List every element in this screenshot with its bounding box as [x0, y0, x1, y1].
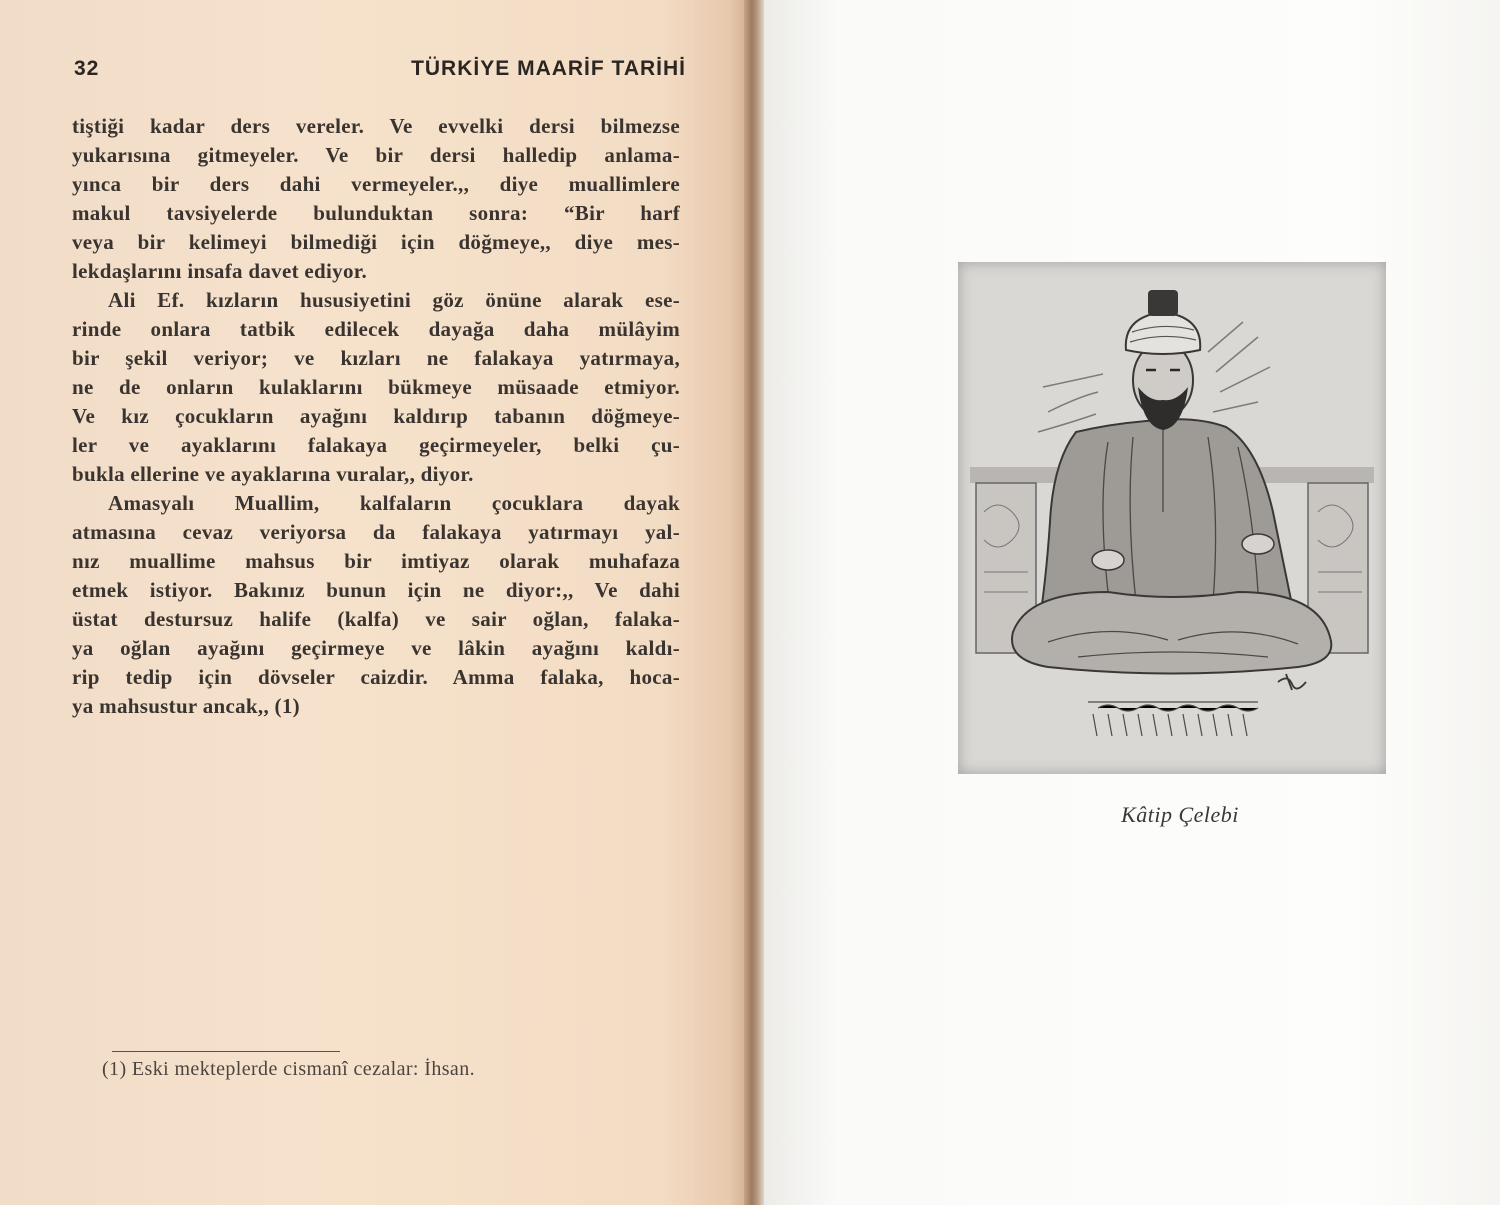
running-header: [74, 57, 686, 87]
text-line: yukarısına gitmeyeler. Ve bir dersi halledip anlama-: [72, 143, 680, 167]
text-line: tiştiği kadar ders vereler. Ve evvelki dersi bilmezse: [72, 114, 680, 138]
text-line: yınca bir ders dahi vermeyeler.,, diye muallimlere: [72, 172, 680, 196]
text-line: atmasına cevaz veriyorsa da falakaya yatırmayı yal-: [72, 520, 680, 544]
text-line: bukla ellerine ve ayaklarına vuralar,, diyor.: [72, 462, 474, 486]
text-line: veya bir kelimeyi bilmediği için döğmeye,, diye mes-: [72, 230, 680, 254]
text-line: lekdaşlarını insafa davet ediyor.: [72, 259, 367, 283]
text-line: etmek istiyor. Bakınız bunun için ne diyor:,, Ve dahi: [72, 578, 680, 602]
text-line: bir şekil veriyor; ve kızları ne falakaya yatırmaya,: [72, 346, 680, 370]
running-title: TÜRKİYE MAARİF TARİHİ: [411, 57, 686, 80]
text-line: nız muallime mahsus bir imtiyaz olarak muhafaza: [72, 549, 680, 573]
illustration-caption: Kâtip Çelebi: [1121, 802, 1239, 827]
book-gutter: [744, 0, 766, 1205]
body-text: [72, 112, 680, 721]
text-line: ya oğlan ayağını geçirmeye ve lâkin ayağını kaldı-: [72, 636, 680, 660]
text-line: ler ve ayaklarını falakaya geçirmeyeler, belki çu-: [72, 433, 680, 457]
footnote-rule: [112, 1051, 340, 1052]
text-line: Ve kız çocukların ayağını kaldırıp tabanın döğmeye-: [72, 404, 680, 428]
portrait-illustration: [958, 262, 1386, 774]
text-line: Amasyalı Muallim, kalfaların çocuklara dayak: [108, 491, 680, 515]
text-line: Ali Ef. kızların hususiyetini göz önüne alarak ese-: [108, 288, 680, 312]
text-line: üstat destursuz halife (kalfa) ve sair oğlan, falaka-: [72, 607, 680, 631]
text-line: rinde onlara tatbik edilecek dayağa daha mülâyim: [72, 317, 680, 341]
text-line: ya mahsustur ancak,, (1): [72, 694, 300, 718]
text-line: rip tedip için dövseler caizdir. Amma falaka, hoca-: [72, 665, 680, 689]
text-line: ne de onların kulaklarını bükmeye müsaade etmiyor.: [72, 375, 680, 399]
text-line: makul tavsiyelerde bulunduktan sonra: “Bir harf: [72, 201, 680, 225]
page-number: 32: [74, 57, 100, 80]
seated-scholar-drawing: [958, 262, 1386, 774]
footnote: (1) Eski mekteplerde cismanî cezalar: İhsan.: [102, 1058, 476, 1080]
